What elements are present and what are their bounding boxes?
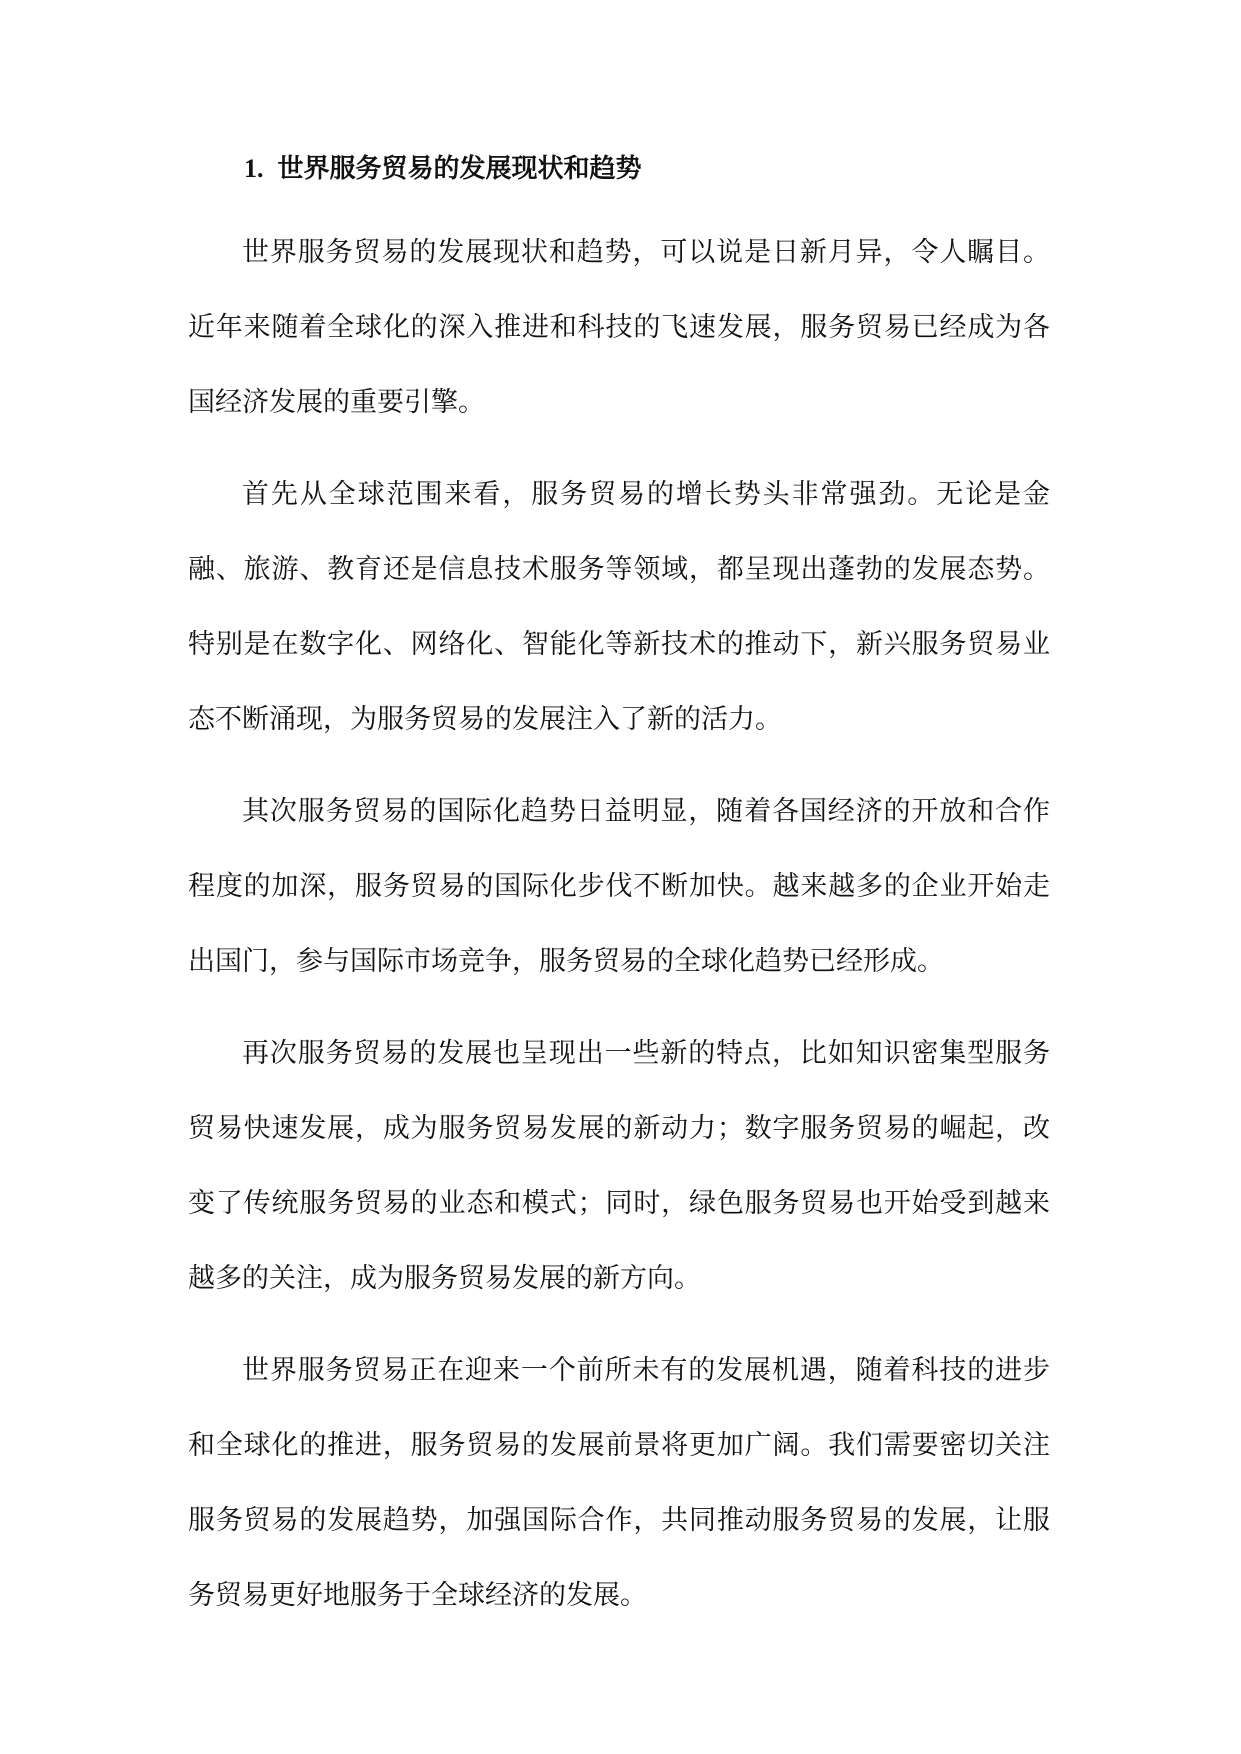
- section-title: 世界服务贸易的发展现状和趋势: [277, 154, 642, 184]
- paragraph-global-growth: 首先从全球范围来看，服务贸易的增长势头非常强劲。无论是金融、旅游、教育还是信息技术服务等领域，都呈现出蓬勃的发展态势。特别是在数字化、网络化、智能化等新技术的推动下，新兴服务贸易业态不断涌现，为服务贸易的发展注入了新的活力。: [188, 479, 1050, 735]
- document-body: [188, 140, 1050, 1650]
- section-heading: [244, 140, 1050, 198]
- paragraph-conclusion: 世界服务贸易正在迎来一个前所未有的发展机遇，随着科技的进步和全球化的推进，服务贸易的发展前景将更加广阔。我们需要密切关注服务贸易的发展趋势，加强国际合作，共同推动服务贸易的发展，让服务贸易更好地服务于全球经济的发展。: [188, 1355, 1050, 1611]
- paragraph-internationalization: 其次服务贸易的国际化趋势日益明显，随着各国经济的开放和合作程度的加深，服务贸易的国际化步伐不断加快。越来越多的企业开始走出国门，参与国际市场竞争，服务贸易的全球化趋势已经形成。: [188, 796, 1050, 977]
- paragraph-new-features: 再次服务贸易的发展也呈现出一些新的特点，比如知识密集型服务贸易快速发展，成为服务贸易发展的新动力；数字服务贸易的崛起，改变了传统服务贸易的业态和模式；同时，绿色服务贸易也开始受到越来越多的关注，成为服务贸易发展的新方向。: [188, 1038, 1050, 1294]
- section-number: 1.: [244, 154, 264, 183]
- paragraph-intro: 世界服务贸易的发展现状和趋势，可以说是日新月异，令人瞩目。近年来随着全球化的深入推进和科技的飞速发展，服务贸易已经成为各国经济发展的重要引擎。: [188, 237, 1050, 418]
